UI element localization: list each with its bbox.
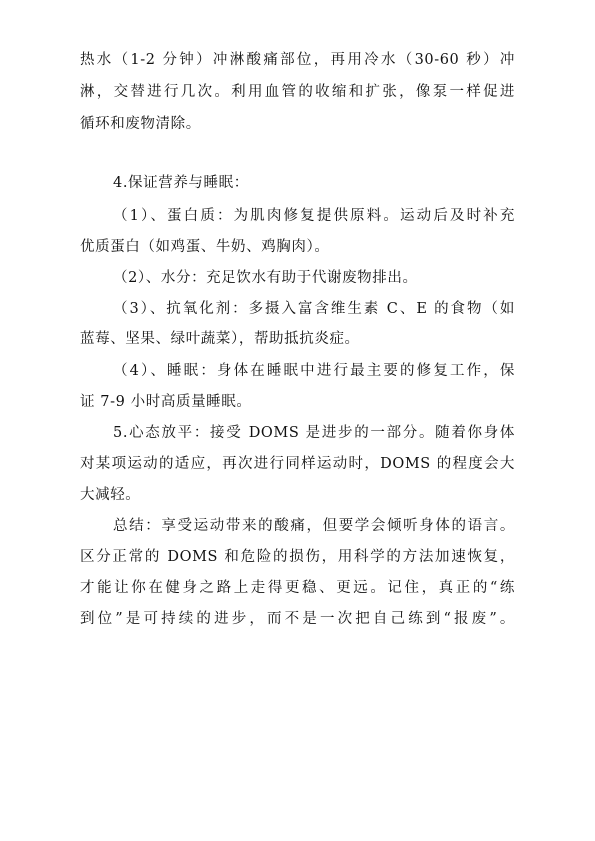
line-text: 大减轻。	[80, 487, 141, 503]
paragraph-line	[0, 201, 595, 231]
line-text: 热水（1-2 分钟）冲淋酸痛部位，再用冷水（30-60 秒）冲	[80, 52, 515, 68]
section-heading	[0, 418, 595, 448]
line-text: （1）、蛋白质：为肌肉修复提供原料。运动后及时补充	[113, 208, 515, 224]
heading-text: 5.心态放平：接受 DOMS 是进步的一部分。随着你身体	[113, 425, 515, 441]
line-text: 到位”是可持续的进步，而不是一次把自己练到“报废”。	[80, 611, 515, 627]
line-text: （2）、水分：充足饮水有助于代谢废物排出。	[113, 270, 418, 286]
line-text: 证 7-9 小时高质量睡眠。	[80, 394, 252, 410]
paragraph-line	[0, 387, 595, 417]
summary-line	[0, 542, 595, 572]
heading-text: 4.保证营养与睡眠：	[113, 175, 249, 191]
line-text: 优质蛋白（如鸡蛋、牛奶、鸡胸肉）。	[80, 239, 330, 255]
line-text: 区分正常的 DOMS 和危险的损伤，用科学的方法加速恢复，	[80, 549, 515, 565]
summary-line	[0, 511, 595, 541]
line-text: 才能让你在健身之路上走得更稳、更远。记住，真正的“练	[80, 580, 515, 596]
line-text: 循环和废物清除。	[80, 116, 201, 132]
paragraph-line	[0, 324, 595, 354]
paragraph-line	[0, 263, 595, 293]
paragraph-line	[0, 232, 595, 262]
line-text: 蓝莓、坚果、绿叶蔬菜），帮助抵抗炎症。	[80, 331, 360, 347]
section-heading	[0, 168, 595, 198]
line-text: （4）、睡眠：身体在睡眠中进行最主要的修复工作，保	[113, 363, 515, 379]
line-text: （3）、抗氧化剂：多摄入富含维生素 C、E 的食物（如	[113, 301, 515, 317]
paragraph-line	[0, 77, 595, 107]
paragraph-line	[0, 45, 595, 75]
line-text: 淋，交替进行几次。利用血管的收缩和扩张，像泵一样促进	[80, 84, 515, 100]
paragraph-line	[0, 356, 595, 386]
summary-line	[0, 573, 595, 603]
line-text: 对某项运动的适应，再次进行同样运动时，DOMS 的程度会大	[80, 456, 515, 472]
paragraph-line	[0, 480, 595, 510]
paragraph-line	[0, 449, 595, 479]
summary-line	[0, 604, 595, 634]
line-text: 总结：享受运动带来的酸痛，但要学会倾听身体的语言。	[113, 518, 515, 534]
paragraph-line	[0, 294, 595, 324]
paragraph-line	[0, 109, 595, 139]
